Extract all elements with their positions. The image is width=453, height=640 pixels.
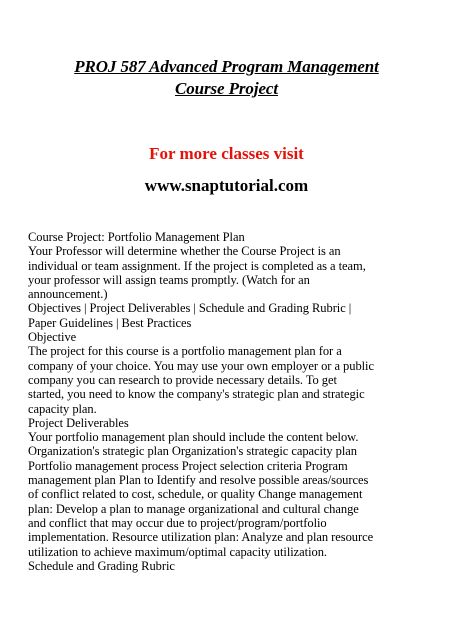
body-text (28, 230, 430, 573)
body-line: capacity plan. (28, 401, 97, 416)
body-line: your professor will assign teams promptly. (Watch for an (28, 272, 310, 287)
body-line: individual or team assignment. If the project is completed as a team, (28, 258, 366, 273)
body-line: of conflict related to cost, schedule, or quality Change management (28, 487, 363, 502)
section-heading-deliverables: Project Deliverables (28, 415, 129, 430)
body-line: and conflict that may occur due to project/program/portfolio (28, 515, 327, 530)
section-heading-objective: Objective (28, 330, 77, 345)
body-line: Paper Guidelines | Best Practices (28, 315, 192, 330)
body-line: Organization's strategic plan Organization's strategic capacity plan (28, 444, 357, 459)
body-line: plan: Develop a plan to manage organizational and cultural change (28, 501, 359, 516)
promo-heading: For more classes visit (149, 144, 304, 163)
body-line: Course Project: Portfolio Management Plan (28, 230, 245, 244)
section-heading-schedule: Schedule and Grading Rubric (28, 558, 175, 573)
body-line: Objectives | Project Deliverables | Schedule and Grading Rubric | (28, 301, 352, 316)
promo-url: www.snaptutorial.com (144, 176, 309, 195)
body-line: announcement.) (28, 287, 108, 302)
body-line: utilization to achieve maximum/optimal capacity utilization. (28, 544, 327, 559)
body-line: implementation. Resource utilization plan: Analyze and plan resource (28, 530, 374, 545)
body-line: Your portfolio management plan should include the content below. (28, 430, 359, 445)
body-line: The project for this course is a portfolio management plan for a (28, 344, 342, 359)
body-line: company you can research to provide necessary details. To get (28, 372, 337, 387)
body-line: management plan Plan to Identify and resolve possible areas/sources (28, 473, 369, 488)
body-line: Portfolio management process Project selection criteria Program (28, 458, 348, 473)
body-line: company of your choice. You may use your own employer or a public (28, 358, 374, 373)
document-subtitle: Course Project (175, 79, 278, 98)
body-line: Your Professor will determine whether the Course Project is an (28, 244, 341, 259)
document-title: PROJ 587 Advanced Program Management (74, 57, 379, 76)
body-line: started, you need to know the company's strategic plan and strategic (28, 387, 365, 402)
